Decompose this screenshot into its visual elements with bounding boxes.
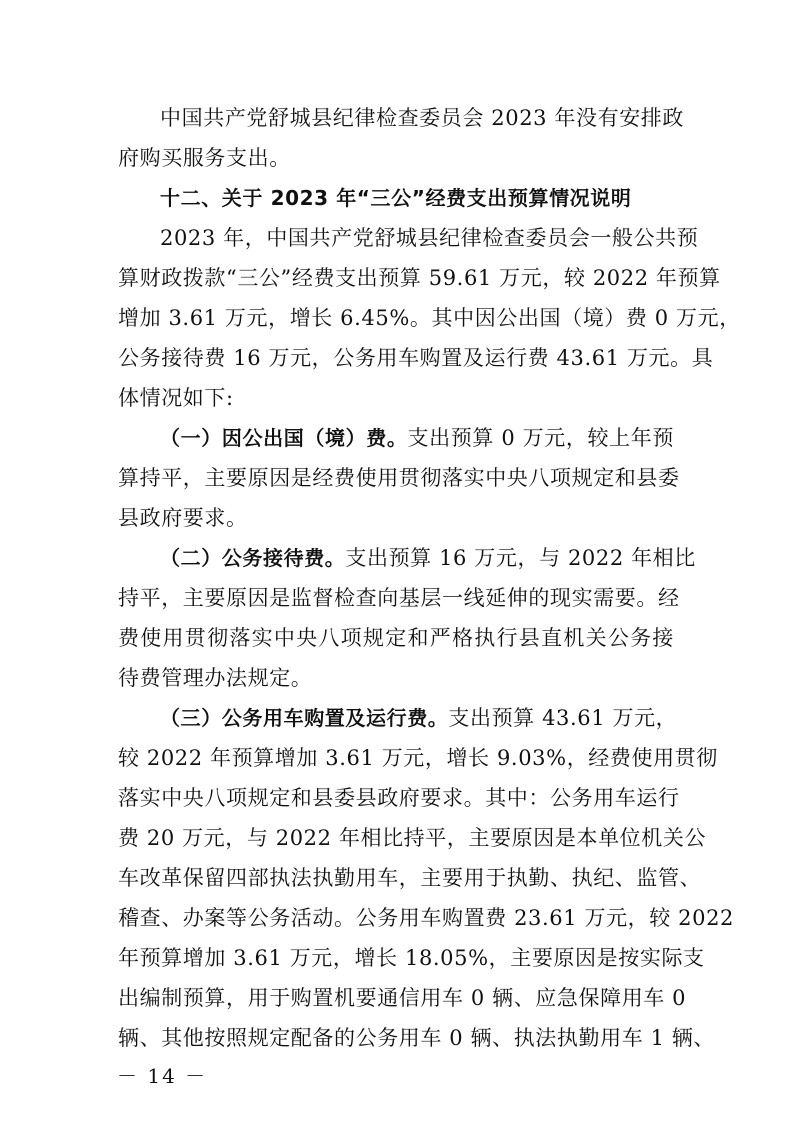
subsection-text: 支出预算 43.61 万元， <box>448 706 678 730</box>
paragraph-line: 出编制预算，用于购置机要通信用车 0 辆、应急保障用车 0 <box>118 986 687 1010</box>
section-heading: 十二、关于 2023 年“三公”经费支出预算情况说明 <box>160 186 632 210</box>
paragraph-line: 车改革保留四部执法执勤用车，主要用于执勤、执纪、监管、 <box>118 866 702 890</box>
paragraph-line: 增加 3.61 万元，增长 6.45%。其中因公出国（境）费 0 万元， <box>118 306 741 330</box>
subsection-first-line <box>160 704 678 732</box>
paragraph-line: 年预算增加 3.61 万元，增长 18.05%，主要原因是按实际支 <box>118 946 705 970</box>
paragraph-line: 稽查、办案等公务活动。公务用车购置费 23.61 万元，较 2022 <box>118 906 734 930</box>
paragraph-line: 中国共产党舒城县纪律检查委员会 2023 年没有安排政 <box>160 106 684 130</box>
paragraph-line: 算持平，主要原因是经费使用贯彻落实中央八项规定和县委 <box>118 466 680 490</box>
paragraph-line: 辆、其他按照规定配备的公务用车 0 辆、执法执勤用车 1 辆、 <box>118 1026 716 1050</box>
paragraph-line: 公务接待费 16 万元，公务用车购置及运行费 43.61 万元。具 <box>118 346 714 370</box>
subsection-text: 支出预算 16 万元，与 2022 年相比 <box>345 546 696 570</box>
paragraph-line: 待费管理办法规定。 <box>118 666 313 690</box>
subsection-first-line <box>160 424 674 452</box>
paragraph-line: 落实中央八项规定和县委县政府要求。其中：公务用车运行 <box>118 786 680 810</box>
subsection-first-line <box>160 544 696 572</box>
paragraph-line: 费使用贯彻落实中央八项规定和严格执行县直机关公务接 <box>118 626 674 650</box>
paragraph-line: 体情况如下: <box>118 386 234 410</box>
paragraph-line: 2023 年，中国共产党舒城县纪律检查委员会一般公共预 <box>160 226 699 250</box>
paragraph-line: 持平，主要原因是监督检查向基层一线延伸的现实需要。经 <box>118 586 680 610</box>
subsection-text: 支出预算 0 万元，较上年预 <box>407 426 674 450</box>
paragraph-line: 算财政拨款“三公”经费支出预算 59.61 万元，较 2022 年预算 <box>118 266 721 290</box>
paragraph-line: 费 20 万元，与 2022 年相比持平，主要原因是本单位机关公 <box>118 826 707 850</box>
subsection-label: （三）公务用车购置及运行费。 <box>160 706 449 730</box>
subsection-label: （一）因公出国（境）费。 <box>160 426 408 450</box>
page-number: － 14 － <box>117 1064 208 1088</box>
paragraph-line: 府购买服务支出。 <box>118 146 291 170</box>
paragraph-line: 县政府要求。 <box>118 506 248 530</box>
subsection-label: （二）公务接待费。 <box>160 546 346 570</box>
paragraph-line: 较 2022 年预算增加 3.61 万元，增长 9.03%，经费使用贯彻 <box>118 746 718 770</box>
